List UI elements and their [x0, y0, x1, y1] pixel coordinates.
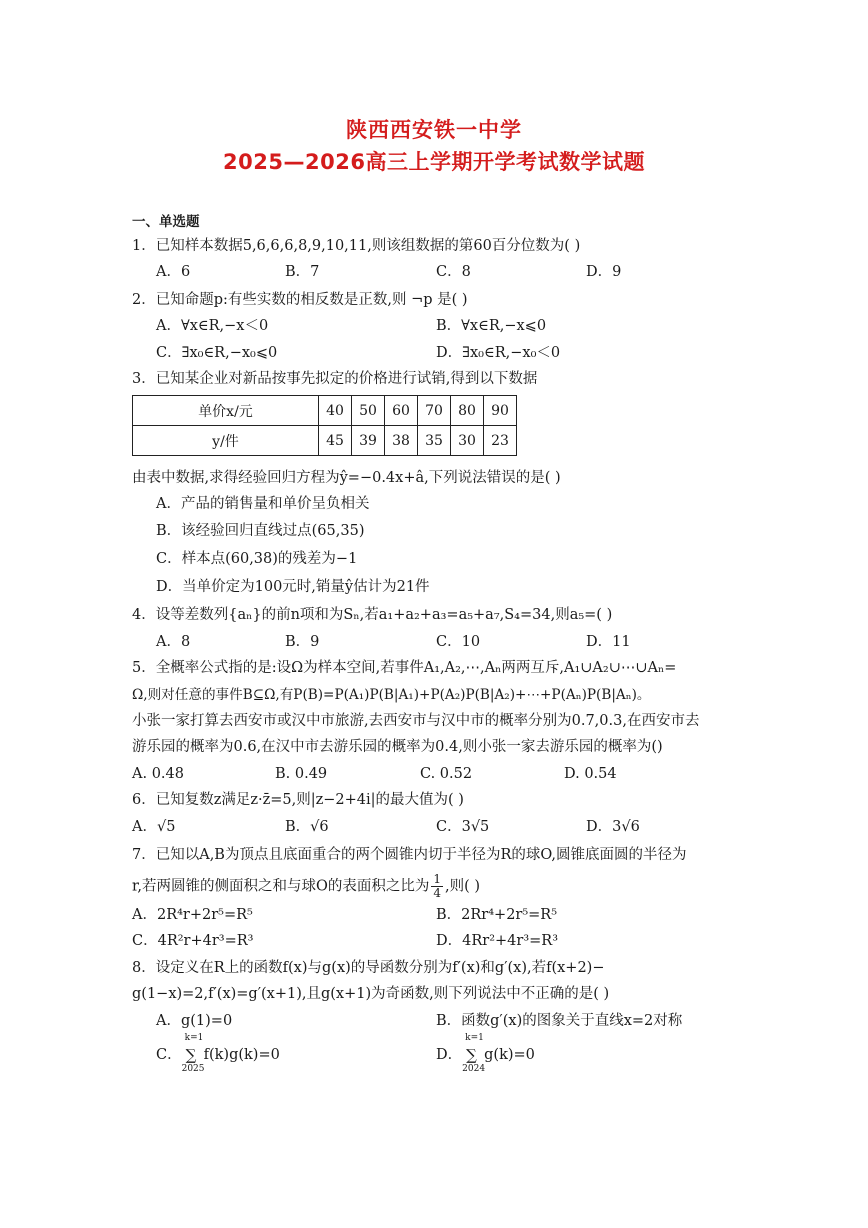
- q8-line-2: g(1−x)=2,f′(x)=g′(x+1),且g(x+1)为奇函数,则下列说法中不正确的是( ): [132, 986, 610, 1002]
- q2-option-a: A．∀x∈R,−x＜0: [156, 318, 269, 334]
- q5-option-d: D. 0.54: [564, 766, 617, 782]
- table-cell: 90: [484, 396, 517, 426]
- q4-stem: 4．设等差数列{aₙ}的前n项和为Sₙ,若a₁+a₂+a₃=a₅+a₇,S₄=34,则a₅=( ): [132, 607, 613, 623]
- table-header-cell: y/件: [133, 426, 319, 456]
- q7-option-c: C．4R²r+4r³=R³: [132, 933, 254, 949]
- q8-option-c-sum-bottom: 2025: [181, 1064, 205, 1074]
- table-cell: 80: [451, 396, 484, 426]
- table-row: [133, 426, 517, 456]
- q8-option-c-sum-top: k=1: [184, 1033, 204, 1043]
- q8-option-d-sum-top: k=1: [465, 1033, 484, 1043]
- q8-option-d-label: D．: [436, 1047, 463, 1063]
- q4-option-d: D．11: [586, 634, 631, 650]
- q4-option-c: C．10: [436, 634, 481, 650]
- q7-line-2: [132, 873, 742, 900]
- q1-stem: 1．已知样本数据5,6,6,6,8,9,10,11,则该组数据的第60百分位数为( ): [132, 238, 581, 254]
- table-cell: 39: [352, 426, 385, 456]
- q4-option-a: A．8: [156, 634, 191, 650]
- q5-line-2: Ω,则对任意的事件B⊆Ω,有P(B)=P(A₁)P(B|A₁)+P(A₂)P(B|A₂)+⋯+P(Aₙ)P(B|Aₙ)。: [132, 687, 651, 703]
- q5-option-b: B. 0.49: [275, 766, 328, 782]
- section-heading: 一、单选题: [132, 214, 200, 230]
- q8-option-c-expr: f(k)g(k)=0: [203, 1047, 280, 1063]
- table-cell: 38: [385, 426, 418, 456]
- q3-option-b: B．该经验回归直线过点(65,35): [156, 523, 365, 539]
- q7-option-a: A．2R⁴r+2r⁵=R⁵: [132, 907, 253, 923]
- table-cell: 35: [418, 426, 451, 456]
- q7-fraction-numerator: 1: [433, 872, 441, 886]
- q8-option-d-sum-bottom: 2024: [462, 1064, 486, 1074]
- sigma-icon: ∑: [466, 1046, 477, 1064]
- table-cell: 30: [451, 426, 484, 456]
- table-cell: 45: [319, 426, 352, 456]
- q2-option-c: C．∃x₀∈R,−x₀⩽0: [156, 345, 278, 361]
- table-row: [133, 396, 517, 426]
- table-header-cell: 单价x/元: [133, 396, 319, 426]
- q2-option-d: D．∃x₀∈R,−x₀＜0: [436, 345, 561, 361]
- q7-line-2-text: r,若两圆锥的侧面积之和与球O的表面积之比为: [132, 878, 430, 895]
- q8-option-d-sum: [462, 1033, 486, 1074]
- q7-line-2-end: ,则( ): [444, 878, 481, 895]
- table-cell: 40: [319, 396, 352, 426]
- exam-title: 2025—2026高三上学期开学考试数学试题: [223, 150, 645, 174]
- q5-option-c: C. 0.52: [420, 766, 473, 782]
- q7-option-d: D．4Rr²+4r³=R³: [436, 933, 559, 949]
- q1-option-d: D．9: [586, 264, 622, 280]
- q8-option-d-expr: g(k)=0: [484, 1047, 535, 1063]
- q7-line-1: 7．已知以A,B为顶点且底面重合的两个圆锥内切于半径为R的球O,圆锥底面圆的半径为: [132, 847, 687, 863]
- exam-school-title: 陕西西安铁一中学: [346, 118, 522, 142]
- q7-option-b: B．2Rr⁴+2r⁵=R⁵: [436, 907, 558, 923]
- q3-question: 由表中数据,求得经验回归方程为ŷ=−0.4x+â,下列说法错误的是( ): [132, 470, 561, 486]
- q8-option-c-sum: [181, 1033, 205, 1074]
- table-cell: 70: [418, 396, 451, 426]
- q5-line-3: 小张一家打算去西安市或汉中市旅游,去西安市与汉中市的概率分别为0.7,0.3,在西安市去: [132, 713, 700, 729]
- table-cell: 60: [385, 396, 418, 426]
- table-cell: 50: [352, 396, 385, 426]
- q6-option-a: A．√5: [132, 819, 176, 835]
- q8-option-b: B．函数g′(x)的图象关于直线x=2对称: [436, 1013, 683, 1029]
- q6-option-c: C．3√5: [436, 819, 490, 835]
- q3-data-table: [132, 395, 517, 456]
- q8-option-d: [436, 1033, 535, 1074]
- q6-option-d: D．3√6: [586, 819, 640, 835]
- q8-line-1: 8．设定义在R上的函数f(x)与g(x)的导函数分别为f′(x)和g′(x),若f(x+2)−: [132, 960, 605, 976]
- q5-line-4: 游乐园的概率为0.6,在汉中市去游乐园的概率为0.4,则小张一家去游乐园的概率为(): [132, 739, 663, 755]
- q7-fraction-denominator: 4: [433, 886, 441, 900]
- q5-line-1: 5．全概率公式指的是:设Ω为样本空间,若事件A₁,A₂,⋯,Aₙ两两互斥,A₁∪A₂∪⋯∪Aₙ=: [132, 660, 677, 676]
- q1-option-c: C．8: [436, 264, 471, 280]
- q1-option-b: B．7: [285, 264, 320, 280]
- sigma-icon: ∑: [185, 1046, 197, 1064]
- q8-option-c: [156, 1033, 280, 1074]
- table-cell: 23: [484, 426, 517, 456]
- q2-option-b: B．∀x∈R,−x⩽0: [436, 318, 547, 334]
- q8-option-c-label: C．: [156, 1047, 182, 1063]
- q3-stem: 3．已知某企业对新品按事先拟定的价格进行试销,得到以下数据: [132, 371, 538, 387]
- q6-option-b: B．√6: [285, 819, 329, 835]
- q3-option-a: A．产品的销售量和单价呈负相关: [156, 496, 370, 512]
- q4-option-b: B．9: [285, 634, 320, 650]
- q6-stem: 6．已知复数z满足z·z̄=5,则|z−2+4i|的最大值为( ): [132, 792, 464, 808]
- q3-option-c: C．样本点(60,38)的残差为−1: [156, 551, 358, 567]
- q2-stem: 2．已知命题p:有些实数的相反数是正数,则 ¬p 是( ): [132, 292, 468, 308]
- q8-option-a: A．g(1)=0: [156, 1013, 233, 1029]
- q5-option-a: A. 0.48: [132, 766, 184, 782]
- q7-fraction: [431, 873, 443, 900]
- q1-option-a: A．6: [156, 264, 191, 280]
- q3-option-d: D．当单价定为100元时,销量ŷ估计为21件: [156, 579, 430, 595]
